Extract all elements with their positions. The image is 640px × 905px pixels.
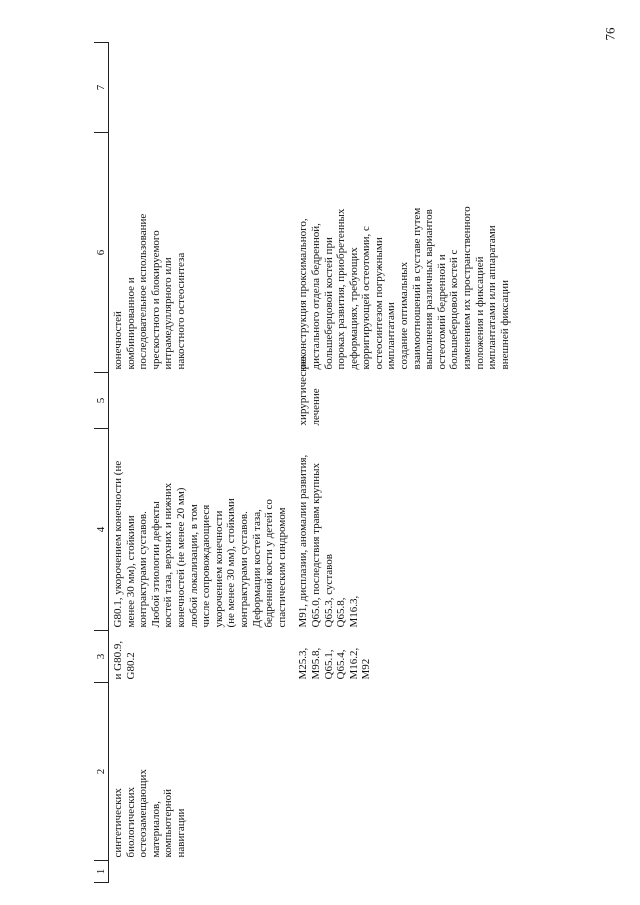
header-row (94, 43, 109, 883)
header-col-5: 5 (94, 373, 109, 429)
rotated-table-frame (94, 43, 624, 883)
cell-line: G80.2 (124, 652, 137, 680)
cell-line: большеберцовой костей с (448, 249, 461, 370)
cell-line: положения и фиксацией (473, 256, 486, 370)
cell-line: большеберцовой костей при (322, 237, 335, 370)
cell-line: M16.3, (347, 595, 360, 628)
cell-line: деформациях, требующих (347, 247, 360, 370)
header-col-3: 3 (94, 631, 109, 683)
cell-line: Q65.0, последствия травм крупных (309, 462, 322, 628)
table-cell-col-4 (294, 429, 517, 631)
cell-line: имплантатами (385, 302, 398, 370)
table-cell-col-5 (294, 356, 517, 429)
cell-line: менее 30 мм), стойкими (124, 515, 137, 628)
cell-line: хирургическое (297, 356, 310, 426)
header-col-4: 4 (94, 429, 109, 631)
cell-line: остеосинтезом погружными (372, 237, 385, 370)
cell-line: Деформации костей таза, (250, 509, 263, 628)
table-cell-col-4 (109, 429, 295, 631)
cell-line: внешней фиксации (498, 280, 511, 370)
cell-line: имплантатами или аппаратами (486, 225, 499, 370)
cell-line: Любой этиологии дефекты (149, 501, 162, 628)
table-cell-col-2 (294, 683, 517, 861)
table-cell-col-7 (294, 43, 517, 133)
cell-line: дистального отдела бедренной, (309, 223, 322, 370)
cell-line: контрактурами суставов. (237, 511, 250, 628)
cell-line: накостного остеосинтеза (174, 252, 187, 370)
cell-line: изменением их пространственного (461, 206, 474, 370)
cell-line: Q65.4, (335, 649, 348, 680)
cell-line: M91, дисплазии, аномалии развития, (297, 454, 310, 628)
cell-line: спастическим синдромом (275, 507, 288, 628)
cell-line: создание оптимальных (398, 261, 411, 370)
header-col-2: 2 (94, 683, 109, 861)
header-col-6: 6 (94, 133, 109, 373)
table-cell-col-3 (294, 631, 517, 683)
cell-line: числе сопровождающиеся (200, 504, 213, 628)
cell-line: синтетических (112, 788, 124, 858)
cell-line: выполнения различных вариантов (423, 209, 436, 370)
table-cell-col-2 (109, 683, 295, 861)
cell-line: интрамедуллярного или (162, 257, 175, 370)
header-col-1: 1 (94, 861, 109, 883)
cell-line: M16.2, (347, 647, 360, 680)
table-cell-col-5 (109, 373, 295, 429)
cell-line: бедренной кости у детей со (263, 499, 276, 628)
header-col-7: 7 (94, 43, 109, 133)
cell-line: лечение (309, 388, 322, 426)
cell-line: корригирующей остеотомии, с (360, 226, 373, 370)
cell-line: остеотомий бедренной и (435, 254, 448, 370)
cell-line: реконструкция проксимального, (297, 218, 310, 370)
page-number: 76 (602, 27, 618, 41)
cell-line: взаимоотношений в суставе путем (410, 207, 423, 370)
cell-line: конечностей (не менее 20 мм) (174, 487, 187, 628)
table-cell-col-1 (294, 861, 517, 883)
table-row (294, 43, 517, 883)
cell-line: и G80.9, (112, 640, 124, 680)
cell-line: материалов, (149, 801, 162, 858)
cell-line: (не менее 30 мм), стойкими (225, 498, 238, 628)
cell-line: костей таза, верхних и нижних (162, 482, 175, 628)
cell-line: комбинированное и (124, 277, 137, 370)
cell-line: Q65.1, (322, 649, 335, 680)
cell-line: чрескостного и блокируемого (149, 230, 162, 370)
table-row (109, 43, 295, 883)
table-cell-col-3 (109, 631, 295, 683)
cell-line: остеозамещающих (137, 769, 150, 858)
cell-line: G80.1, укорочением конечности (не (112, 460, 124, 628)
cell-line: Q65.3, суставов (322, 554, 335, 628)
medical-table (94, 42, 517, 883)
cell-line: конечностей (112, 311, 124, 370)
cell-line: M25.3, (297, 647, 310, 680)
cell-line: навигации (174, 808, 187, 858)
cell-line: контрактурами суставов. (137, 511, 150, 628)
cell-line: последовательное использование (137, 213, 150, 370)
cell-line: любой локализации, в том (187, 504, 200, 628)
cell-line: пороках развития, приобретенных (335, 208, 348, 370)
cell-line: компьютерной (162, 789, 175, 858)
table-cell-col-1 (109, 861, 295, 883)
cell-line: M92 (360, 658, 373, 680)
table-cell-col-6 (294, 133, 517, 373)
cell-line: укорочением конечности (212, 510, 225, 628)
table-cell-col-6 (109, 133, 295, 373)
cell-line: биологических (124, 786, 137, 858)
table-cell-col-7 (109, 43, 295, 133)
cell-line: Q65.8, (335, 597, 348, 628)
cell-line: M95.8, (309, 647, 322, 680)
